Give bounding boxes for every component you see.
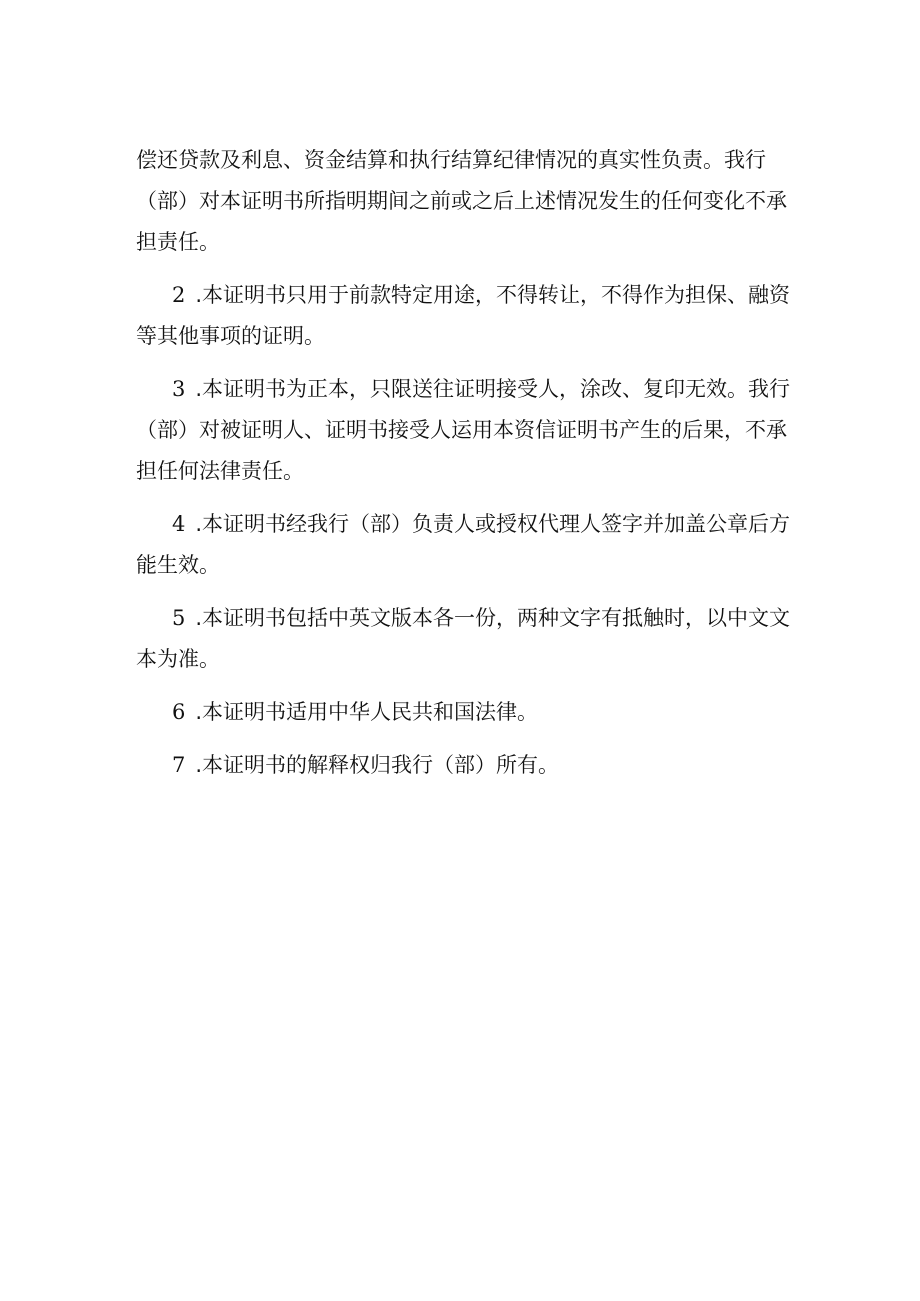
document-body bbox=[136, 140, 796, 798]
clause-text: .本证明书只用于前款特定用途，不得转让，不得作为担保、融资等其他事项的证明。 bbox=[136, 283, 791, 348]
clause-number: 5 bbox=[172, 606, 186, 630]
clause-text: .本证明书为正本，只限送往证明接受人，涂改、复印无效。我行（部）对被证明人、证明书接受人运用本资信证明书产生的后果，不承担任何法律责任。 bbox=[136, 377, 791, 483]
clause-7 bbox=[136, 745, 796, 786]
clause-number: 2 bbox=[172, 283, 186, 307]
clause-6 bbox=[136, 692, 796, 733]
clause-text: .本证明书适用中华人民共和国法律。 bbox=[195, 700, 539, 724]
clause-number: 6 bbox=[172, 700, 186, 724]
clause-number: 3 bbox=[172, 377, 186, 401]
clause-2 bbox=[136, 275, 796, 357]
clause-text: .本证明书的解释权归我行（部）所有。 bbox=[195, 753, 560, 777]
clause-4 bbox=[136, 504, 796, 586]
clause-text: .本证明书包括中英文版本各一份，两种文字有抵触时，以中文文本为准。 bbox=[136, 606, 791, 671]
clause-number: 4 bbox=[172, 512, 186, 536]
clause-5 bbox=[136, 598, 796, 680]
clause-3 bbox=[136, 369, 796, 492]
clause-text: .本证明书经我行（部）负责人或授权代理人签字并加盖公章后方能生效。 bbox=[136, 512, 791, 577]
clause-number: 7 bbox=[172, 753, 186, 777]
continuation-paragraph: 偿还贷款及利息、资金结算和执行结算纪律情况的真实性负责。我行（部）对本证明书所指明期间之前或之后上述情况发生的任何变化不承担责任。 bbox=[136, 148, 787, 254]
